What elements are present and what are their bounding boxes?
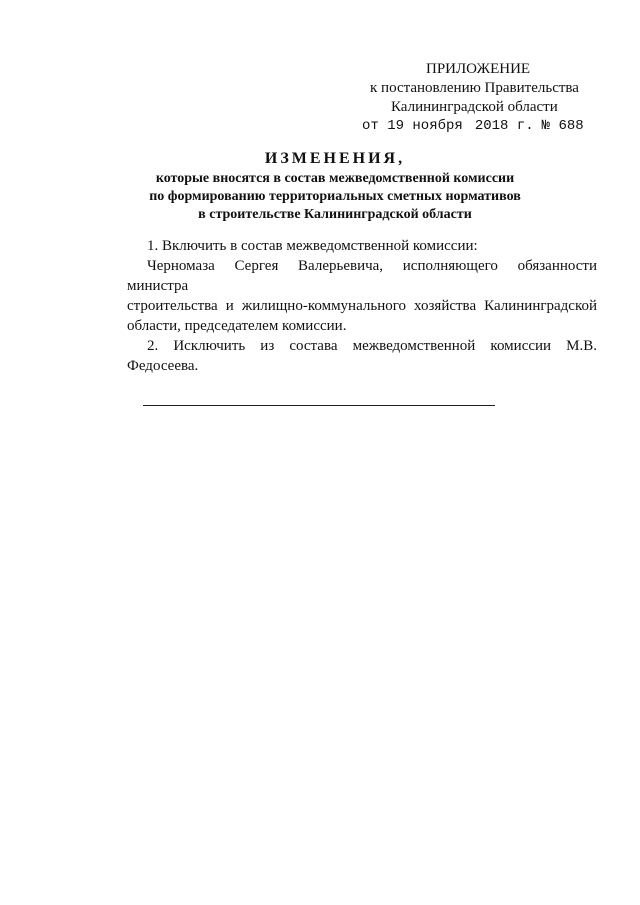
appendix-block <box>360 60 600 136</box>
appendix-year: 2018 г. <box>474 118 534 134</box>
item-2: 2. Исключить из состава межведомственной комиссии М.В. Федосеева. <box>127 338 597 374</box>
heading-line-1: которые вносятся в состав межведомственной комиссии <box>155 171 515 186</box>
appendix-date-line <box>360 117 600 136</box>
heading-line-3: в строительстве Калининградской области <box>198 207 472 222</box>
appendix-decree-ref: к постановлению Правительства <box>370 80 579 96</box>
item-1-heading: 1. Включить в состав межведомственной комиссии: <box>147 238 478 254</box>
item-1-text-line-1: Черномаза Сергея Валерьевича, исполняющего обязанности министра <box>127 258 597 294</box>
heading-title: ИЗМЕНЕНИЯ, <box>264 150 406 167</box>
document-body <box>127 236 597 376</box>
closing-divider <box>143 405 495 406</box>
appendix-title: ПРИЛОЖЕНИЕ <box>426 61 531 77</box>
appendix-date: от 19 ноября <box>362 118 463 134</box>
item-1-text-line-3: области, председателем комиссии. <box>127 318 347 334</box>
item-1-text-line-2: строительства и жилищно-коммунального хозяйства Калининградской <box>127 298 597 314</box>
appendix-region: Калининградской области <box>391 99 558 115</box>
appendix-number: № 688 <box>541 118 584 134</box>
document-heading <box>0 148 640 224</box>
heading-line-2: по формированию территориальных сметных нормативов <box>149 189 521 204</box>
